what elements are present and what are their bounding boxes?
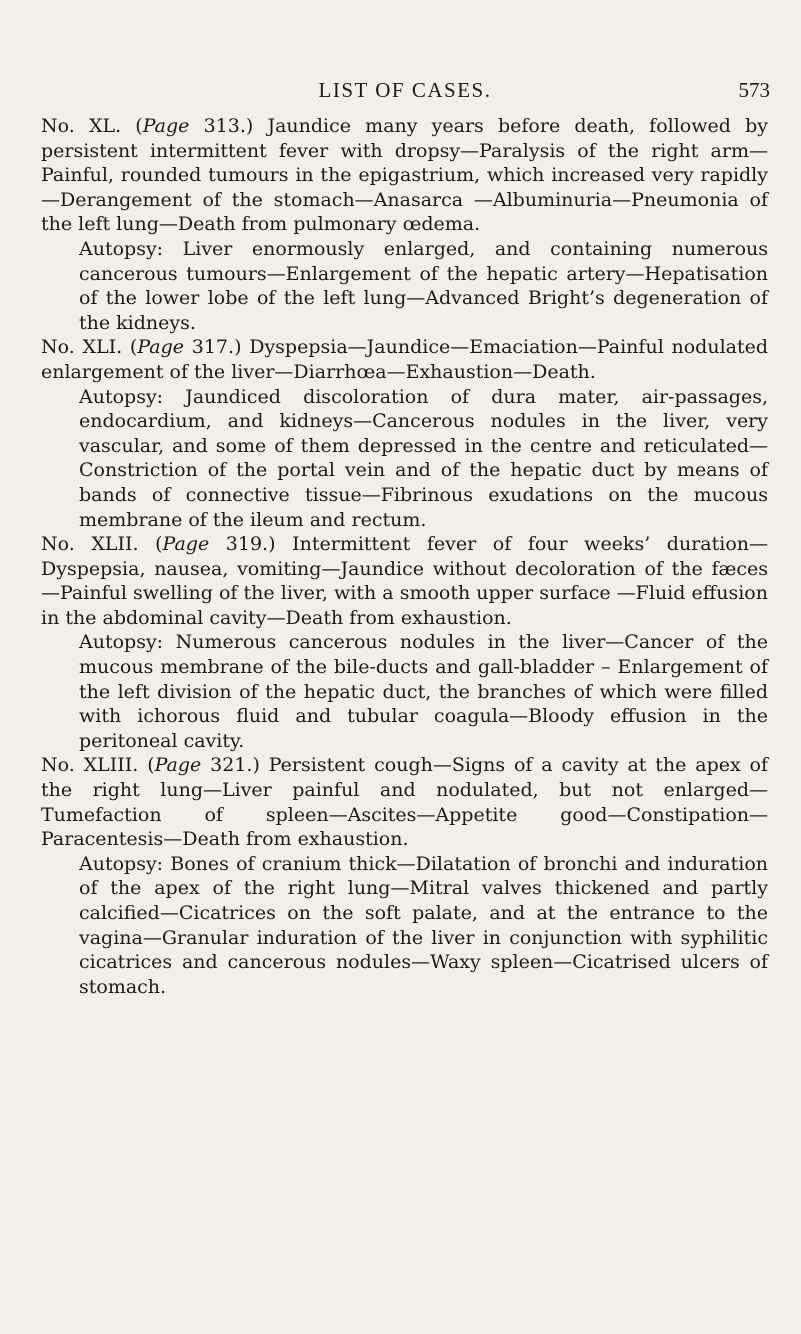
case-entry-42	[41, 532, 768, 753]
page-label: Page	[154, 754, 202, 777]
case-number: No. XLIII.	[41, 754, 139, 777]
case-summary	[41, 114, 768, 237]
autopsy-text: Autopsy: Liver enormously enlarged, and containing numerous cancerous tumours—Enlargement of the hepatic artery—Hepatisation of the lower lobe of the left lung—Advanced Bright’s degeneration of the kidneys.	[79, 237, 768, 334]
case-page-ref: (Page 313.)	[135, 115, 254, 137]
case-summary-text: Jaundice many years before death, followed by persistent intermittent fever with dropsy—Paralysis of the right arm—Painful, rounded tumours in the epigastrium, which increased very rapidly—Derangement of the stomach—Anasarca —Albuminuria—Pneumonia of the left lung—Death from pulmonary œdema.	[41, 115, 768, 236]
case-summary-text: Intermittent fever of four weeks’ duration—Dyspepsia, nausea, vomiting—Jaundice without decoloration of the fæces—Painful swelling of the liver, with a smooth upper surface —Fluid effusion in the abdominal cavity—Death from exhaustion.	[41, 533, 768, 629]
case-entry-43	[41, 753, 768, 999]
page-ref-number: 317.	[191, 336, 235, 359]
autopsy-text: Autopsy: Bones of cranium thick—Dilatation of bronchi and induration of the apex of the right lung—Mitral valves thickened and partly calcified—Cicatrices on the soft palate, and at the entrance to the vagina—Granular induration of the liver in conjunction with syphilitic cicatrices and cancerous nodules—Waxy spleen—Cicatrised ulcers of stomach.	[79, 852, 768, 998]
case-entry-40	[41, 114, 768, 335]
page-ref-number: 319.	[225, 533, 269, 556]
page-ref-number: 321.	[210, 754, 253, 777]
case-number: No. XL.	[41, 115, 122, 137]
running-head	[40, 78, 770, 108]
page-label: Page	[142, 115, 190, 137]
case-page-ref: (Page 317.)	[129, 336, 242, 359]
case-number: No. XLI.	[41, 336, 123, 359]
case-summary	[41, 753, 768, 851]
case-summary	[41, 532, 768, 630]
case-entry-41	[41, 335, 768, 532]
page-ref-number: 313.	[203, 115, 246, 137]
page-label: Page	[162, 533, 210, 556]
case-summary	[41, 335, 768, 384]
page-number: 573	[738, 78, 770, 102]
autopsy-text: Autopsy: Jaundiced discoloration of dura mater, air-passages, endocardium, and kidneys—Cancerous nodules in the liver, very vascular, and some of them depressed in the centre and reticulated—Constriction of the portal vein and of the hepatic duct by means of bands of connective tissue—Fibrinous exudations on the mucous membrane of the ileum and rectum.	[79, 385, 768, 531]
autopsy-text: Autopsy: Numerous cancerous nodules in the liver—Cancer of the mucous membrane of the bile-ducts and gall-bladder – Enlargement of the left division of the hepatic duct, the branches of which were filled with ichorous fluid and tubular coagula—Bloody effusion in the peritoneal cavity.	[79, 631, 768, 752]
case-number: No. XLII.	[41, 533, 139, 556]
case-list	[41, 114, 768, 999]
case-summary-text: Dyspepsia—Jaundice—Emaciation—Painful nodulated enlargement of the liver—Diarrhœa—Exhaustion—Death.	[41, 336, 769, 383]
running-title: LIST OF CASES.	[318, 78, 492, 102]
case-page-ref: (Page 321.)	[147, 754, 260, 777]
page-label: Page	[137, 336, 185, 359]
case-summary-text: Persistent cough—Signs of a cavity at the apex of the right lung—Liver painful and nodulated, but not enlarged—Tumefaction of spleen—Ascites—Appetite good—Constipation—Paracentesis—Death from exhaustion.	[41, 754, 769, 851]
case-page-ref: (Page 319.)	[155, 533, 276, 556]
